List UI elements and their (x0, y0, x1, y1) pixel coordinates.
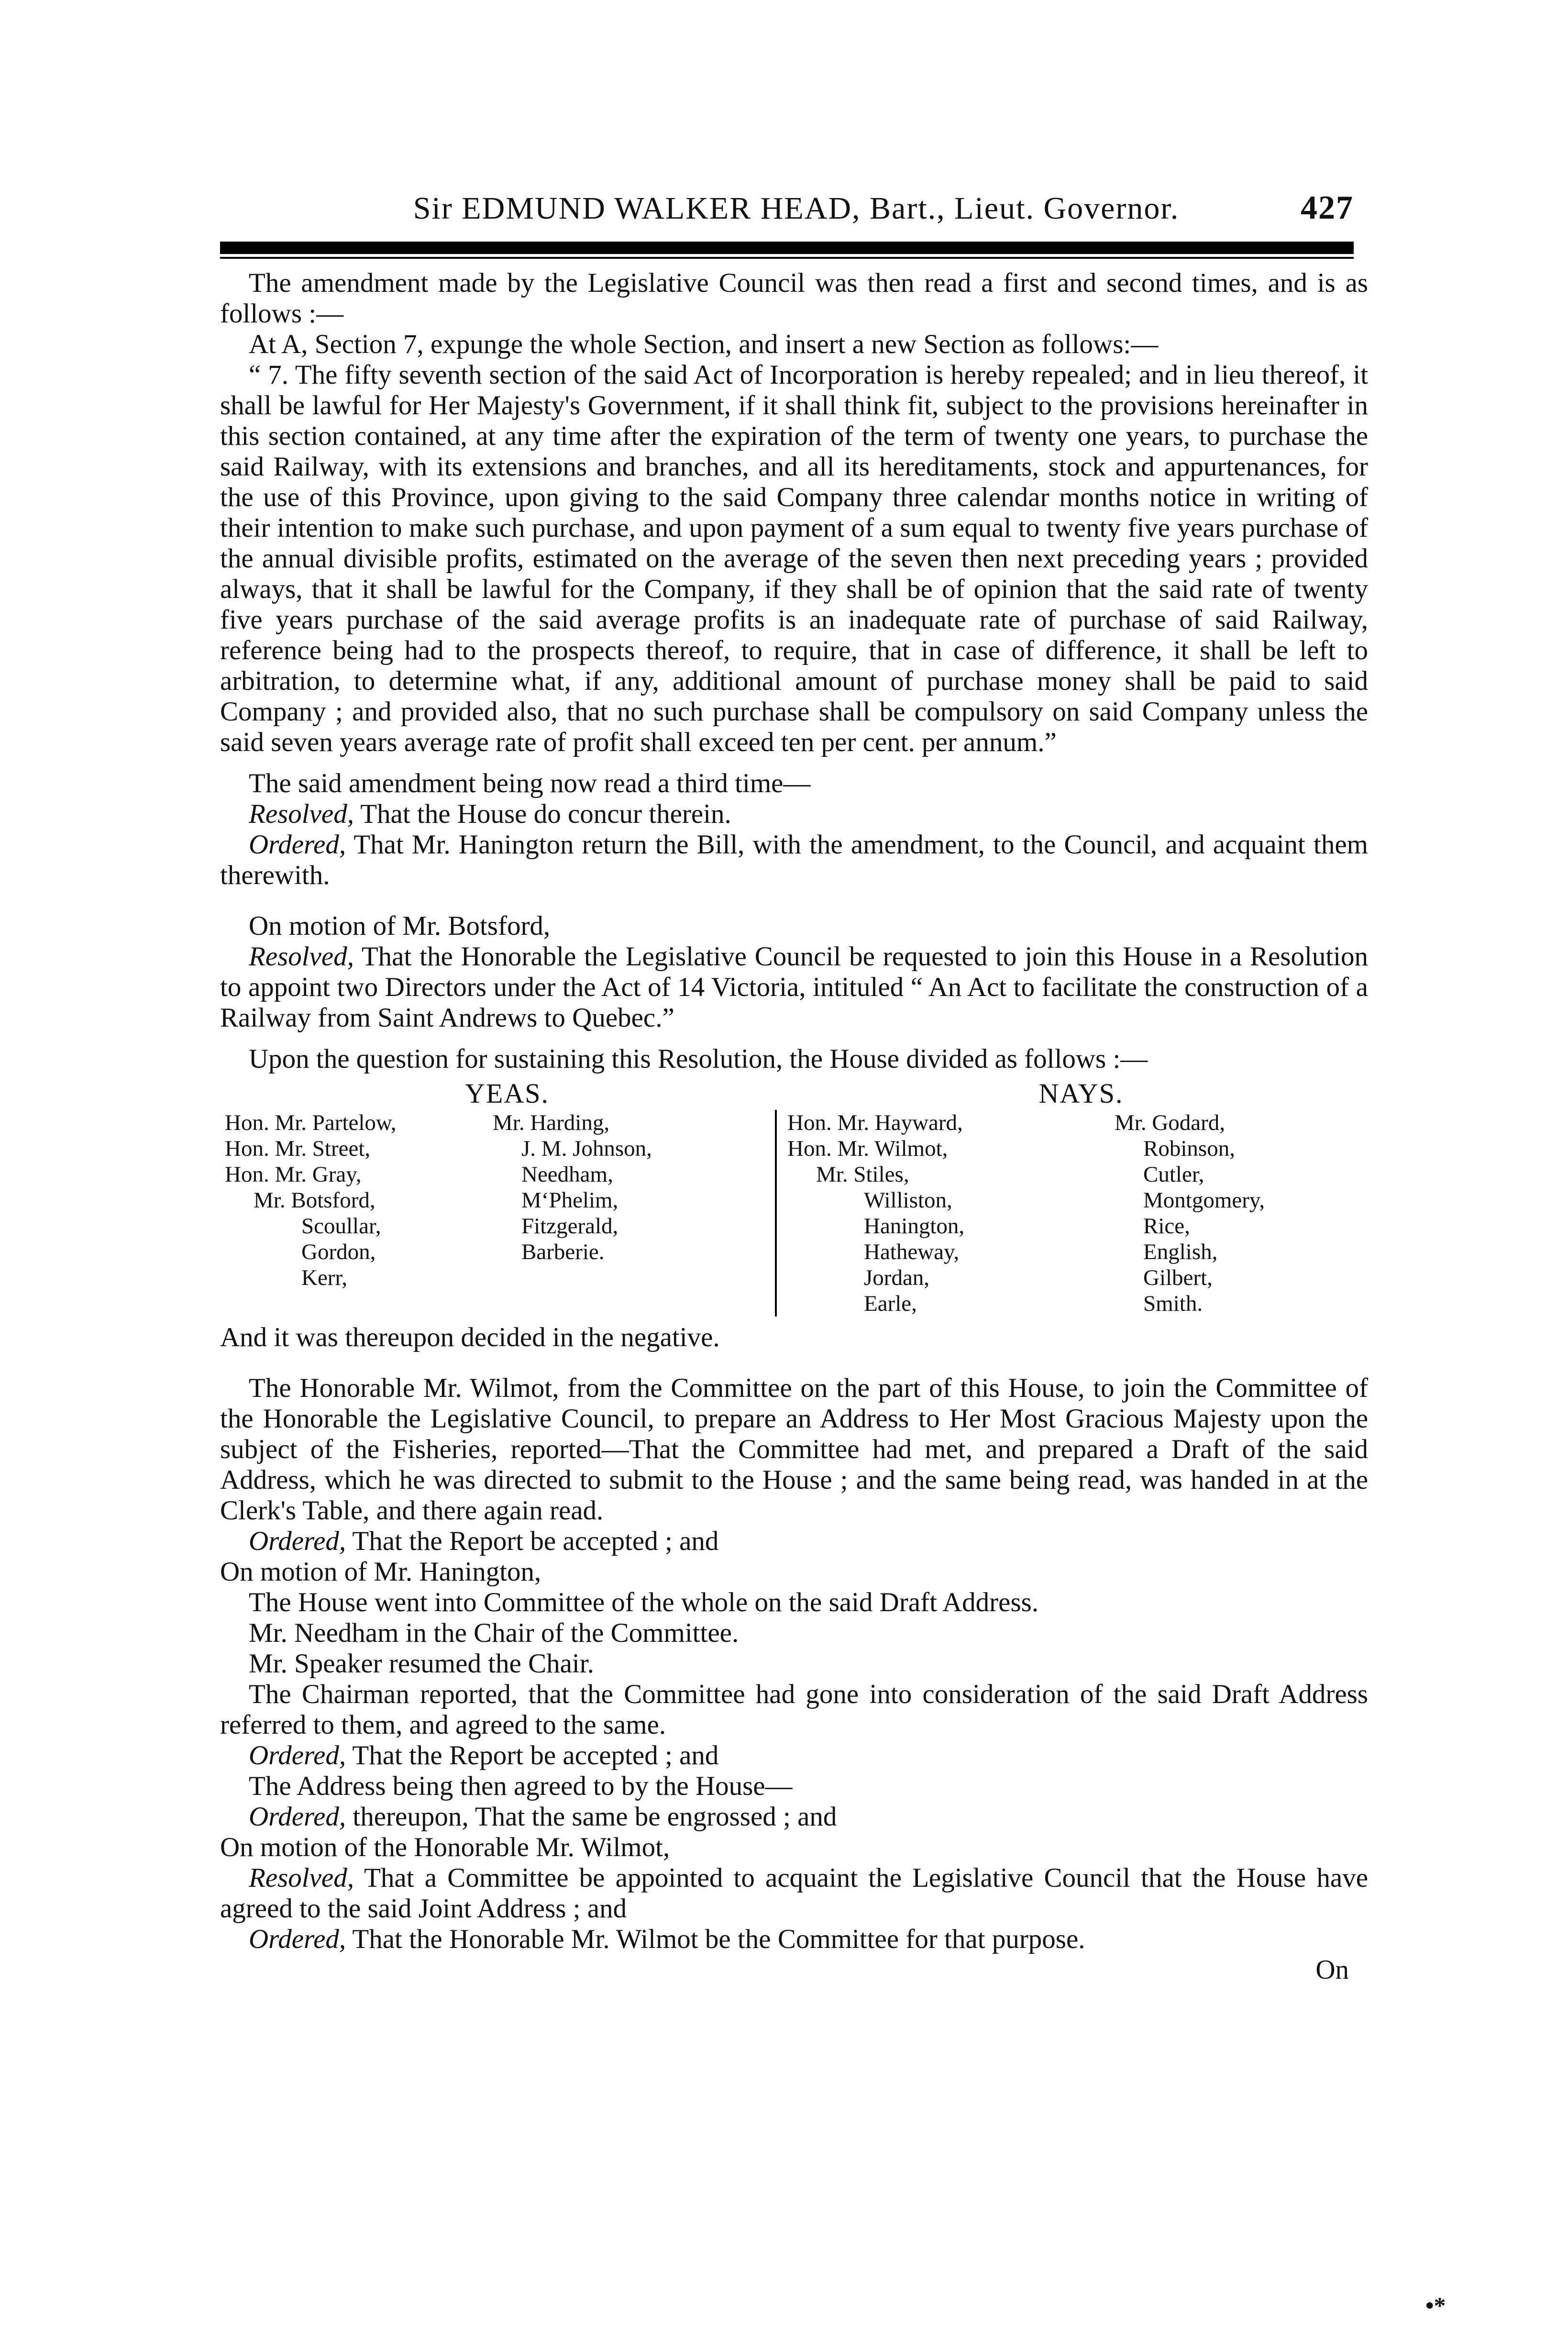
paragraph: The amendment made by the Legislative Council was then read a first and second times, and is as follows :— (220, 268, 1368, 329)
paragraph (220, 1526, 1368, 1557)
member-name: Needham, (521, 1162, 613, 1187)
paragraph (220, 1740, 1368, 1771)
member-name: Mr. Godard, (1115, 1110, 1226, 1135)
division-list (220, 1110, 1368, 1317)
paragraph: The said amendment being now read a third time— (249, 768, 811, 798)
member-name: Cutler, (1143, 1162, 1204, 1187)
paragraph: And it was thereupon decided in the negative. (220, 1322, 720, 1352)
paragraph: Mr. Needham in the Chair of the Committee. (249, 1618, 739, 1648)
member-name: Hon. Mr. Wilmot, (787, 1136, 948, 1161)
member-name: Hon. Mr. Partelow, (225, 1110, 397, 1135)
paragraph: The Honorable Mr. Wilmot, from the Committee on the part of this House, to join the Committee of the Honorable the Legislative Council, to prepare an Address to Her Most Gracious Majesty upon the subject of the Fisheries, reported—That the Committee had met, and prepared a Draft of the said Address, which he was directed to submit to the House ; and the same being read, was handed in at the Clerk's Table, and there again read. (220, 1373, 1368, 1526)
header-title: Sir EDMUND WALKER HEAD, Bart., Lieut. Governor. (413, 191, 1180, 226)
paragraph (220, 941, 1368, 1033)
member-name: Rice, (1143, 1214, 1190, 1239)
member-name: Scoullar, (301, 1214, 381, 1239)
yeas-heading: YEAS. (465, 1078, 549, 1109)
italic-term: Resolved, (249, 799, 354, 829)
member-name: Fitzgerald, (521, 1214, 618, 1239)
paragraph-text: That the House do concur therein. (353, 799, 731, 829)
nays-column-2 (1110, 1110, 1368, 1317)
member-name: English, (1143, 1239, 1218, 1264)
paragraph: At A, Section 7, expunge the whole Section, and insert a new Section as follows:— (249, 329, 1159, 359)
paragraph-text: That the Honorable Mr. Wilmot be the Committee for that purpose. (346, 1924, 1085, 1954)
member-name: Kerr, (301, 1265, 347, 1290)
paragraph: Upon the question for sustaining this Resolution, the House divided as follows :— (249, 1044, 1148, 1074)
page-number: 427 (1301, 189, 1354, 226)
member-name: Hon. Mr. Hayward, (787, 1110, 963, 1135)
paragraph-text: That the Report be accepted ; and (346, 1740, 719, 1771)
paragraph-text: thereupon, That the same be engrossed ; and (346, 1802, 837, 1832)
paragraph (220, 799, 1368, 830)
printer-mark: •* (1425, 2292, 1446, 2319)
paragraph: On motion of Mr. Hanington, (220, 1557, 541, 1587)
italic-term: Resolved, (249, 1863, 354, 1893)
paragraph-text: That the Honorable the Legislative Council be requested to join this House in a Resolution to appoint two Directors under the Act of 14 Victoria, intituled “ An Act to facilitate the construction of a Railway from Saint Andrews to Quebec.” (220, 941, 1368, 1033)
paragraph (220, 1863, 1368, 1924)
member-name: M‘Phelim, (521, 1188, 618, 1213)
member-name: Hatheway, (864, 1239, 960, 1264)
italic-term: Ordered, (249, 1526, 346, 1556)
yeas-column-1 (220, 1110, 488, 1317)
member-name: Barberie. (521, 1239, 605, 1264)
running-header (220, 189, 1354, 227)
yeas-column-2 (488, 1110, 775, 1317)
paragraph: On motion of the Honorable Mr. Wilmot, (220, 1832, 670, 1862)
paragraph: The Address being then agreed to by the House— (249, 1771, 793, 1801)
member-name: Gordon, (301, 1239, 376, 1264)
nays-column-1 (775, 1110, 1110, 1317)
member-name: Mr. Stiles, (816, 1162, 909, 1187)
member-name: Smith. (1143, 1291, 1203, 1316)
italic-term: Ordered, (249, 830, 346, 860)
nays-heading: NAYS. (1038, 1078, 1124, 1109)
member-name: Hon. Mr. Gray, (225, 1162, 362, 1187)
italic-term: Ordered, (249, 1924, 346, 1954)
paragraph-text: That a Committee be appointed to acquaint the Legislative Council that the House have agreed to the said Joint Address ; and (220, 1863, 1368, 1924)
paragraph (220, 830, 1368, 891)
member-name: Robinson, (1143, 1136, 1235, 1161)
member-name: Mr. Botsford, (254, 1188, 375, 1213)
paragraph: The Chairman reported, that the Committee had gone into consideration of the said Draft Address referred to them, and agreed to the same. (220, 1679, 1368, 1740)
italic-term: Ordered, (249, 1740, 346, 1771)
catchword: On (1315, 1955, 1349, 1985)
division-headings (220, 1078, 1368, 1109)
member-name: J. M. Johnson, (521, 1136, 652, 1161)
page-body (220, 268, 1368, 1985)
quoted-section: “ 7. The fifty seventh section of the said Act of Incorporation is hereby repealed; and in lieu thereof, it shall be lawful for Her Majesty's Government, if it shall think fit, subject to the provisions hereinafter in this section contained, at any time after the expiration of the term of twenty one years, to purchase the said Railway, with its extensions and branches, and all its hereditaments, stock and appurtenances, for the use of this Province, upon giving to the said Company three calendar months notice in writing of their intention to make such purchase, and upon payment of a sum equal to twenty five years purchase of the annual divisible profits, estimated on the average of the seven then next preceding years ; provided always, that it shall be lawful for the Company, if they shall be of opinion that the said rate of twenty five years purchase of the said average profits is an inadequate rate of purchase of said Railway, reference being had to the prospects thereof, to require, that in case of difference, it shall be left to arbitration, to determine what, if any, additional amount of purchase money shall be paid to said Company ; and provided also, that no such purchase shall be compulsory on said Company unless the said seven years average rate of profit shall exceed ten per cent. per annum.” (220, 360, 1368, 757)
member-name: Earle, (864, 1291, 917, 1316)
paragraph (220, 1924, 1368, 1955)
paragraph (220, 1802, 1368, 1832)
paragraph-text: That the Report be accepted ; and (346, 1526, 719, 1556)
paragraph: The House went into Committee of the whole on the said Draft Address. (249, 1587, 1039, 1617)
header-rule (220, 242, 1354, 254)
paragraph: Mr. Speaker resumed the Chair. (249, 1649, 594, 1679)
member-name: Hanington, (864, 1214, 965, 1239)
member-name: Jordan, (864, 1265, 930, 1290)
paragraph-text: That Mr. Hanington return the Bill, with the amendment, to the Council, and acquaint them therewith. (220, 830, 1368, 890)
member-name: Hon. Mr. Street, (225, 1136, 371, 1161)
member-name: Williston, (864, 1188, 952, 1213)
member-name: Montgomery, (1143, 1188, 1265, 1213)
member-name: Gilbert, (1143, 1265, 1213, 1290)
italic-term: Ordered, (249, 1802, 346, 1832)
italic-term: Resolved, (249, 941, 354, 972)
member-name: Mr. Harding, (493, 1110, 610, 1135)
paragraph: On motion of Mr. Botsford, (249, 911, 551, 941)
